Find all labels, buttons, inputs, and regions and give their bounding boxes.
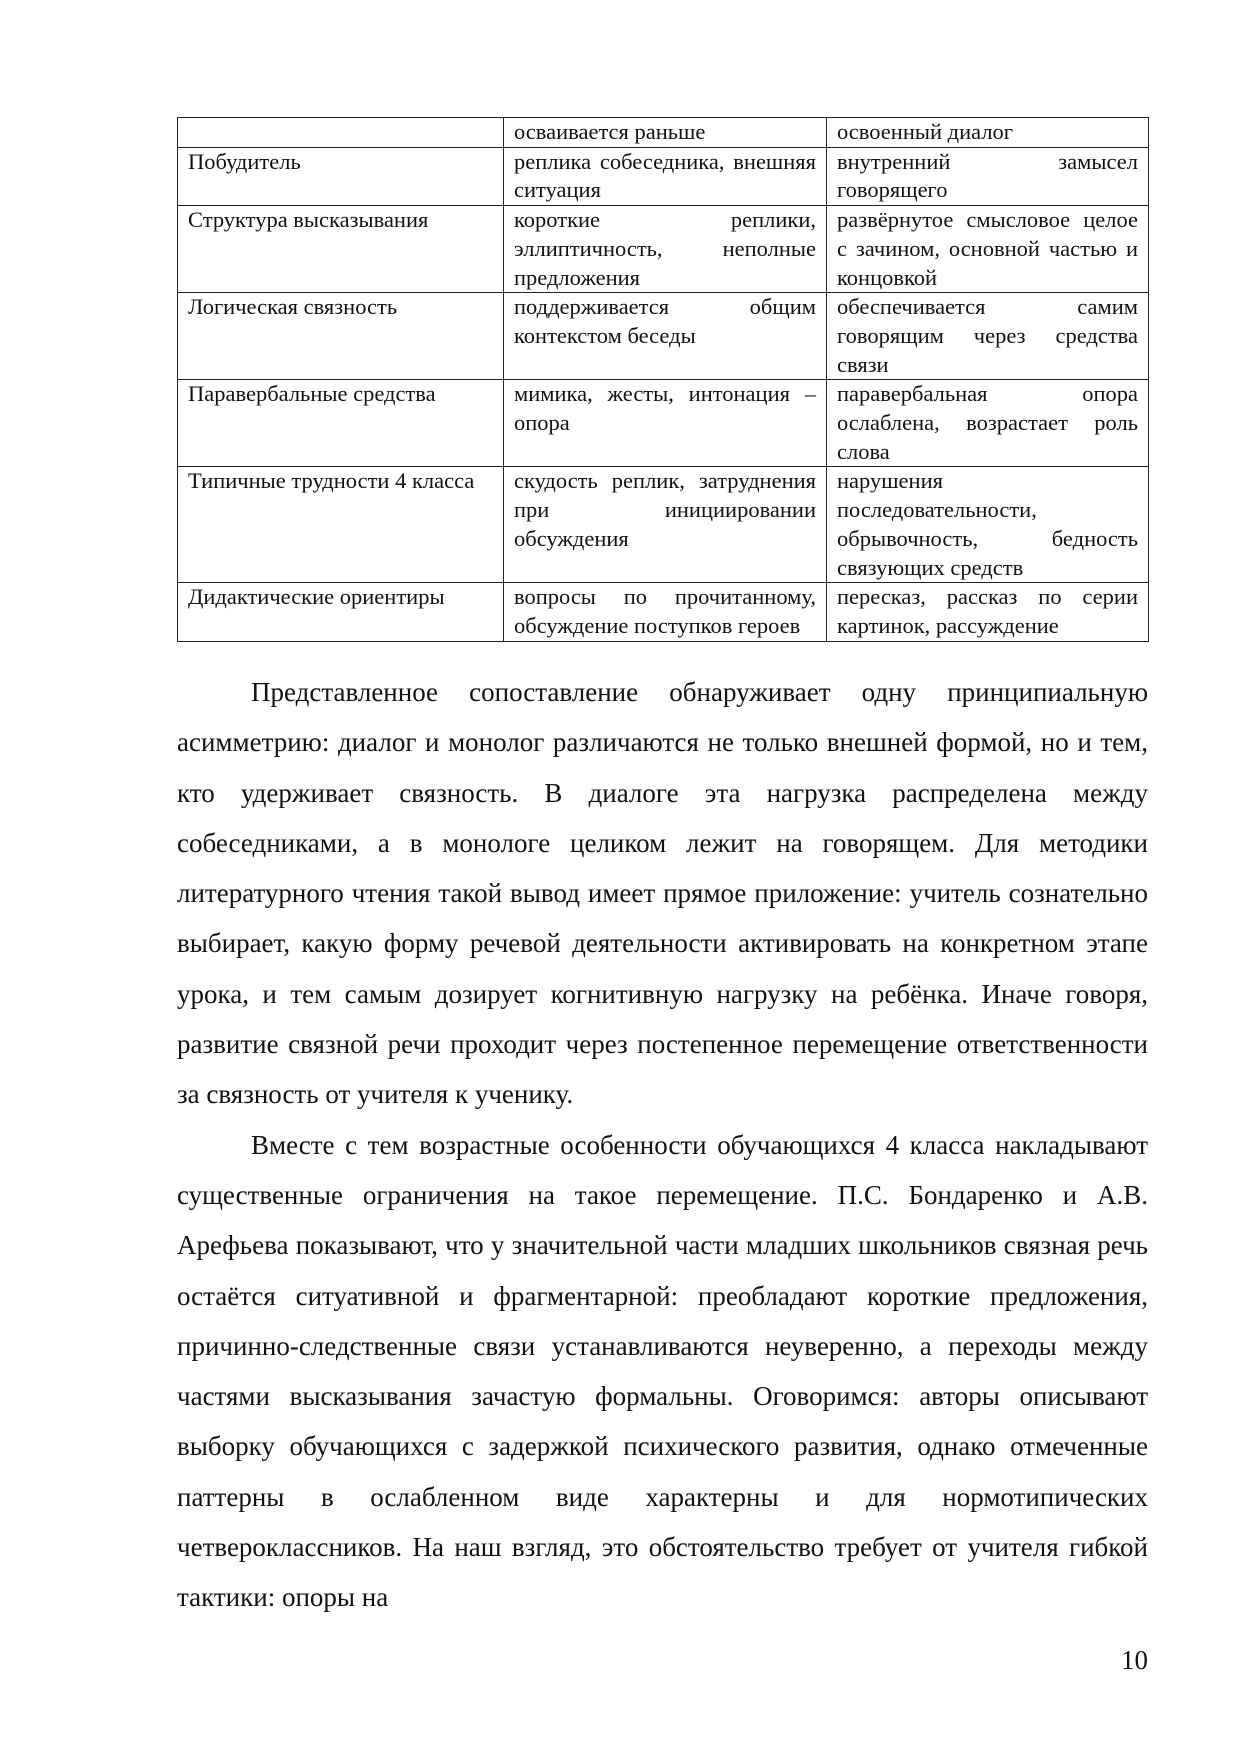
table-cell: реплика собеседника, внешняя ситуация — [504, 147, 827, 205]
table-row — [178, 206, 1149, 293]
body-text — [177, 667, 1148, 1623]
table-row-label: Структура высказывания — [178, 206, 504, 293]
paragraph: Представленное сопоставление обнаруживает одну принципиальную асимметрию: диалог и монолог различаются не только внешней формой, но и тем, кто удерживает связность. В диалоге эта нагрузка распределена между собеседниками, а в монологе целиком лежит на говорящем. Для методики литературного чтения такой вывод имеет прямое приложение: учитель сознательно выбирает, какую форму речевой деятельности активировать на конкретном этапе урока, и тем самым дозирует когнитивную нагрузку на ребёнка. Иначе говоря, развитие связной речи проходит через постепенное перемещение ответственности за связность от учителя к ученику. — [177, 677, 1148, 1110]
table-row-label: Логическая связность — [178, 293, 504, 380]
table-row-label: Дидактические ориентиры — [178, 583, 504, 641]
table-cell: паравербальная опора ослаблена, возрастает роль слова — [827, 380, 1149, 467]
table-cell: скудость реплик, затруднения при инициировании обсуждения — [504, 467, 827, 583]
table-header-cell: осваивается раньше — [504, 118, 827, 148]
table-row — [178, 467, 1149, 583]
paragraph: Вместе с тем возрастные особенности обучающихся 4 класса накладывают существенные ограничения на такое перемещение. П.С. Бондаренко и А.В. Арефьева показывают, что у значительной части младших школьников связная речь остаётся ситуативной и фрагментарной: преобладают короткие предложения, причинно-следственные связи устанавливаются неуверенно, а переходы между частями высказывания зачастую формальны. Оговоримся: авторы описывают выборку обучающихся с задержкой психического развития, однако отмеченные паттерны в ослабленном виде характерны и для нормотипических четвероклассников. На наш взгляд, это обстоятельство требует от учителя гибкой тактики: опоры на — [177, 1129, 1148, 1613]
table-row-label: Паравербальные средства — [178, 380, 504, 467]
table-cell: мимика, жесты, интонация – опора — [504, 380, 827, 467]
table-cell: короткие реплики, эллиптичность, неполные предложения — [504, 206, 827, 293]
table-cell: развёрнутое смысловое целое с зачином, основной частью и концовкой — [827, 206, 1149, 293]
table-cell — [178, 118, 504, 148]
table-cell: вопросы по прочитанному, обсуждение поступков героев — [504, 583, 827, 641]
comparison-table — [177, 117, 1149, 642]
table-row — [178, 583, 1149, 641]
table-cell: нарушения последовательности, обрывочность, бедность связующих средств — [827, 467, 1149, 583]
table-cell: обеспечивается самим говорящим через средства связи — [827, 293, 1149, 380]
table-cell: внутренний замысел говорящего — [827, 147, 1149, 205]
table-row — [178, 147, 1149, 205]
page-number: 10 — [1121, 1645, 1148, 1675]
table-row-label: Типичные трудности 4 класса — [178, 467, 504, 583]
table-row — [178, 380, 1149, 467]
table-header-cell: освоенный диалог — [827, 118, 1149, 148]
table-row-label: Побудитель — [178, 147, 504, 205]
table-cell: пересказ, рассказ по серии картинок, рассуждение — [827, 583, 1149, 641]
table-row — [178, 293, 1149, 380]
table-cell: поддерживается общим контекстом беседы — [504, 293, 827, 380]
table-row — [178, 118, 1149, 148]
